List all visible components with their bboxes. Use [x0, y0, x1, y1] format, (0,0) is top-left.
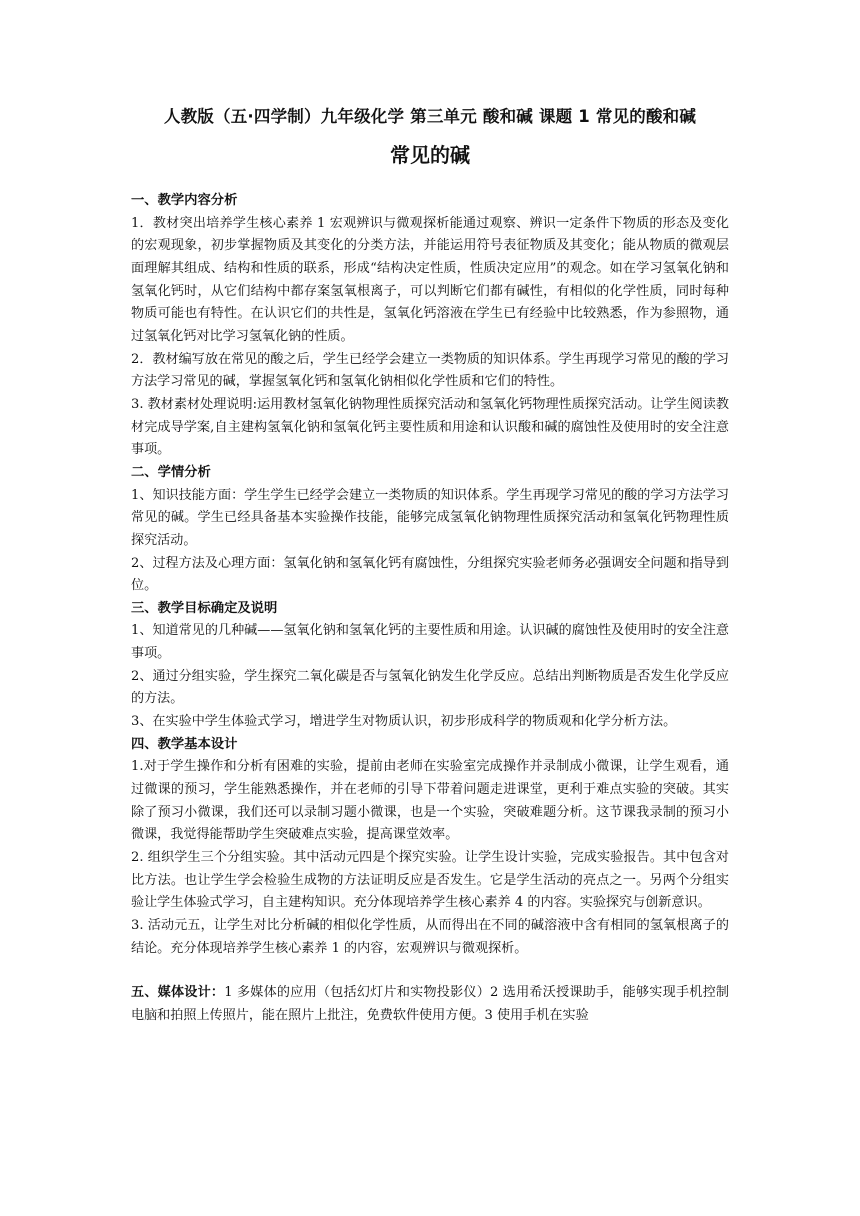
section-heading-content-analysis: 一、教学内容分析 — [131, 193, 238, 208]
section-heading-basic-design: 四、教学基本设计 — [131, 736, 238, 752]
document-subtitle: 常见的碱 — [390, 143, 470, 167]
document-title: 人教版（五·四学制）九年级化学 第三单元 酸和碱 课题 1 常见的酸和碱 — [163, 107, 697, 126]
document-body — [131, 190, 729, 1028]
paragraph: 3. 教材素材处理说明:运用教材氢氧化钠物理性质探究活动和氢氧化钙物理性质探究活动。让学生阅读教材完成导学案,自主建构氢氧化钠和氢氧化钙主要性质和用途和认识酸和碱的腐蚀性及使用时的安全注意事项。 — [131, 396, 729, 458]
paragraph: 1、知道常见的几种碱——氢氧化钠和氢氧化钙的主要性质和用途。认识碱的腐蚀性及使用时的安全注意事项。 — [131, 623, 729, 662]
section-heading-objectives: 三、教学目标确定及说明 — [131, 600, 278, 616]
paragraph: 1.对于学生操作和分析有困难的实验，提前由老师在实验室完成操作并录制成小微课，让学生观看，通过微课的预习，学生能熟悉操作，并在老师的引导下带着问题走进课堂，更利于难点实验的突破。其实除了预习小微课，我们还可以录制习题小微课，也是一个实验，突破难题分析。这节课我录制的预习小微课，我觉得能帮助学生突破难点实验，提高课堂效率。 — [131, 759, 729, 843]
paragraph: 3. 活动元五，让学生对比分析碱的相似化学性质，从而得出在不同的碱溶液中含有相同的氢氧根离子的结论。充分体现培养学生核心素养 1 的内容，宏观辨识与微观探析。 — [131, 918, 729, 956]
spacer — [131, 960, 729, 982]
paragraph: 3、在实验中学生体验式学习，增进学生对物质认识，初步形成科学的物质观和化学分析方法。 — [131, 714, 677, 730]
paragraph: 1．教材突出培养学生核心素养 1 宏观辨识与微观探析能通过观察、辨识一定条件下物质的形态及变化的宏观现象，初步掌握物质及其变化的分类方法，并能运用符号表征物质及其变化；能从物质的微观层面理解其组成、结构和性质的联系，形成“结构决定性质，性质决定应用”的观念。如在学习氢氧化钠和氢氧化钙时，从它们结构中都存案氢氧根离子，可以判断它们都有碱性，有相似的化学性质，同时每种物质可能也有特性。在认识它们的共性是，氢氧化钙溶液在学生已有经验中比较熟悉，作为参照物，通过氢氧化钙对比学习氢氧化钠的性质。 — [131, 215, 729, 344]
paragraph: 2. 组织学生三个分组实验。其中活动元四是个探究实验。让学生设计实验，完成实验报告。其中包含对比方法。也让学生学会检验生成物的方法证明反应是否发生。它是学生活动的亮点之一。另两个分组实验让学生体验式学习，自主建构知识。充分体现培养学生核心素养 4 的内容。实验探究与创新意识。 — [131, 850, 729, 911]
paragraph: 2、过程方法及心理方面：氢氧化钠和氢氧化钙有腐蚀性，分组探究实验老师务必强调安全问题和指导到位。 — [131, 555, 729, 594]
media-design-text: 1 多媒体的应用（包括幻灯片和实物投影仪）2 选用希沃授课助手，能够实现手机控制电脑和拍照上传照片，能在照片上批注，免费软件使用方便。3 使用手机在实验 — [131, 985, 730, 1023]
paragraph: 2．教材编写放在常见的酸之后，学生已经学会建立一类物质的知识体系。学生再现学习常见的酸的学习方法学习常见的碱，掌握氢氧化钙和氢氧化钠相似化学性质和它们的特性。 — [131, 351, 729, 390]
paragraph: 1、知识技能方面：学生学生已经学会建立一类物质的知识体系。学生再现学习常见的酸的学习方法学习常见的碱。学生已经具备基本实验操作技能，能够完成氢氧化钠物理性质探究活动和氢氧化钙物理性质探究活动。 — [131, 487, 729, 548]
media-design-paragraph — [131, 982, 729, 1027]
paragraph: 2、通过分组实验，学生探究二氧化碳是否与氢氧化钠发生化学反应。总结出判断物质是否发生化学反应的方法。 — [131, 668, 729, 707]
section-heading-learner-analysis: 二、学情分析 — [131, 464, 211, 480]
section-heading-media-design: 五、媒体设计： — [131, 985, 225, 1001]
